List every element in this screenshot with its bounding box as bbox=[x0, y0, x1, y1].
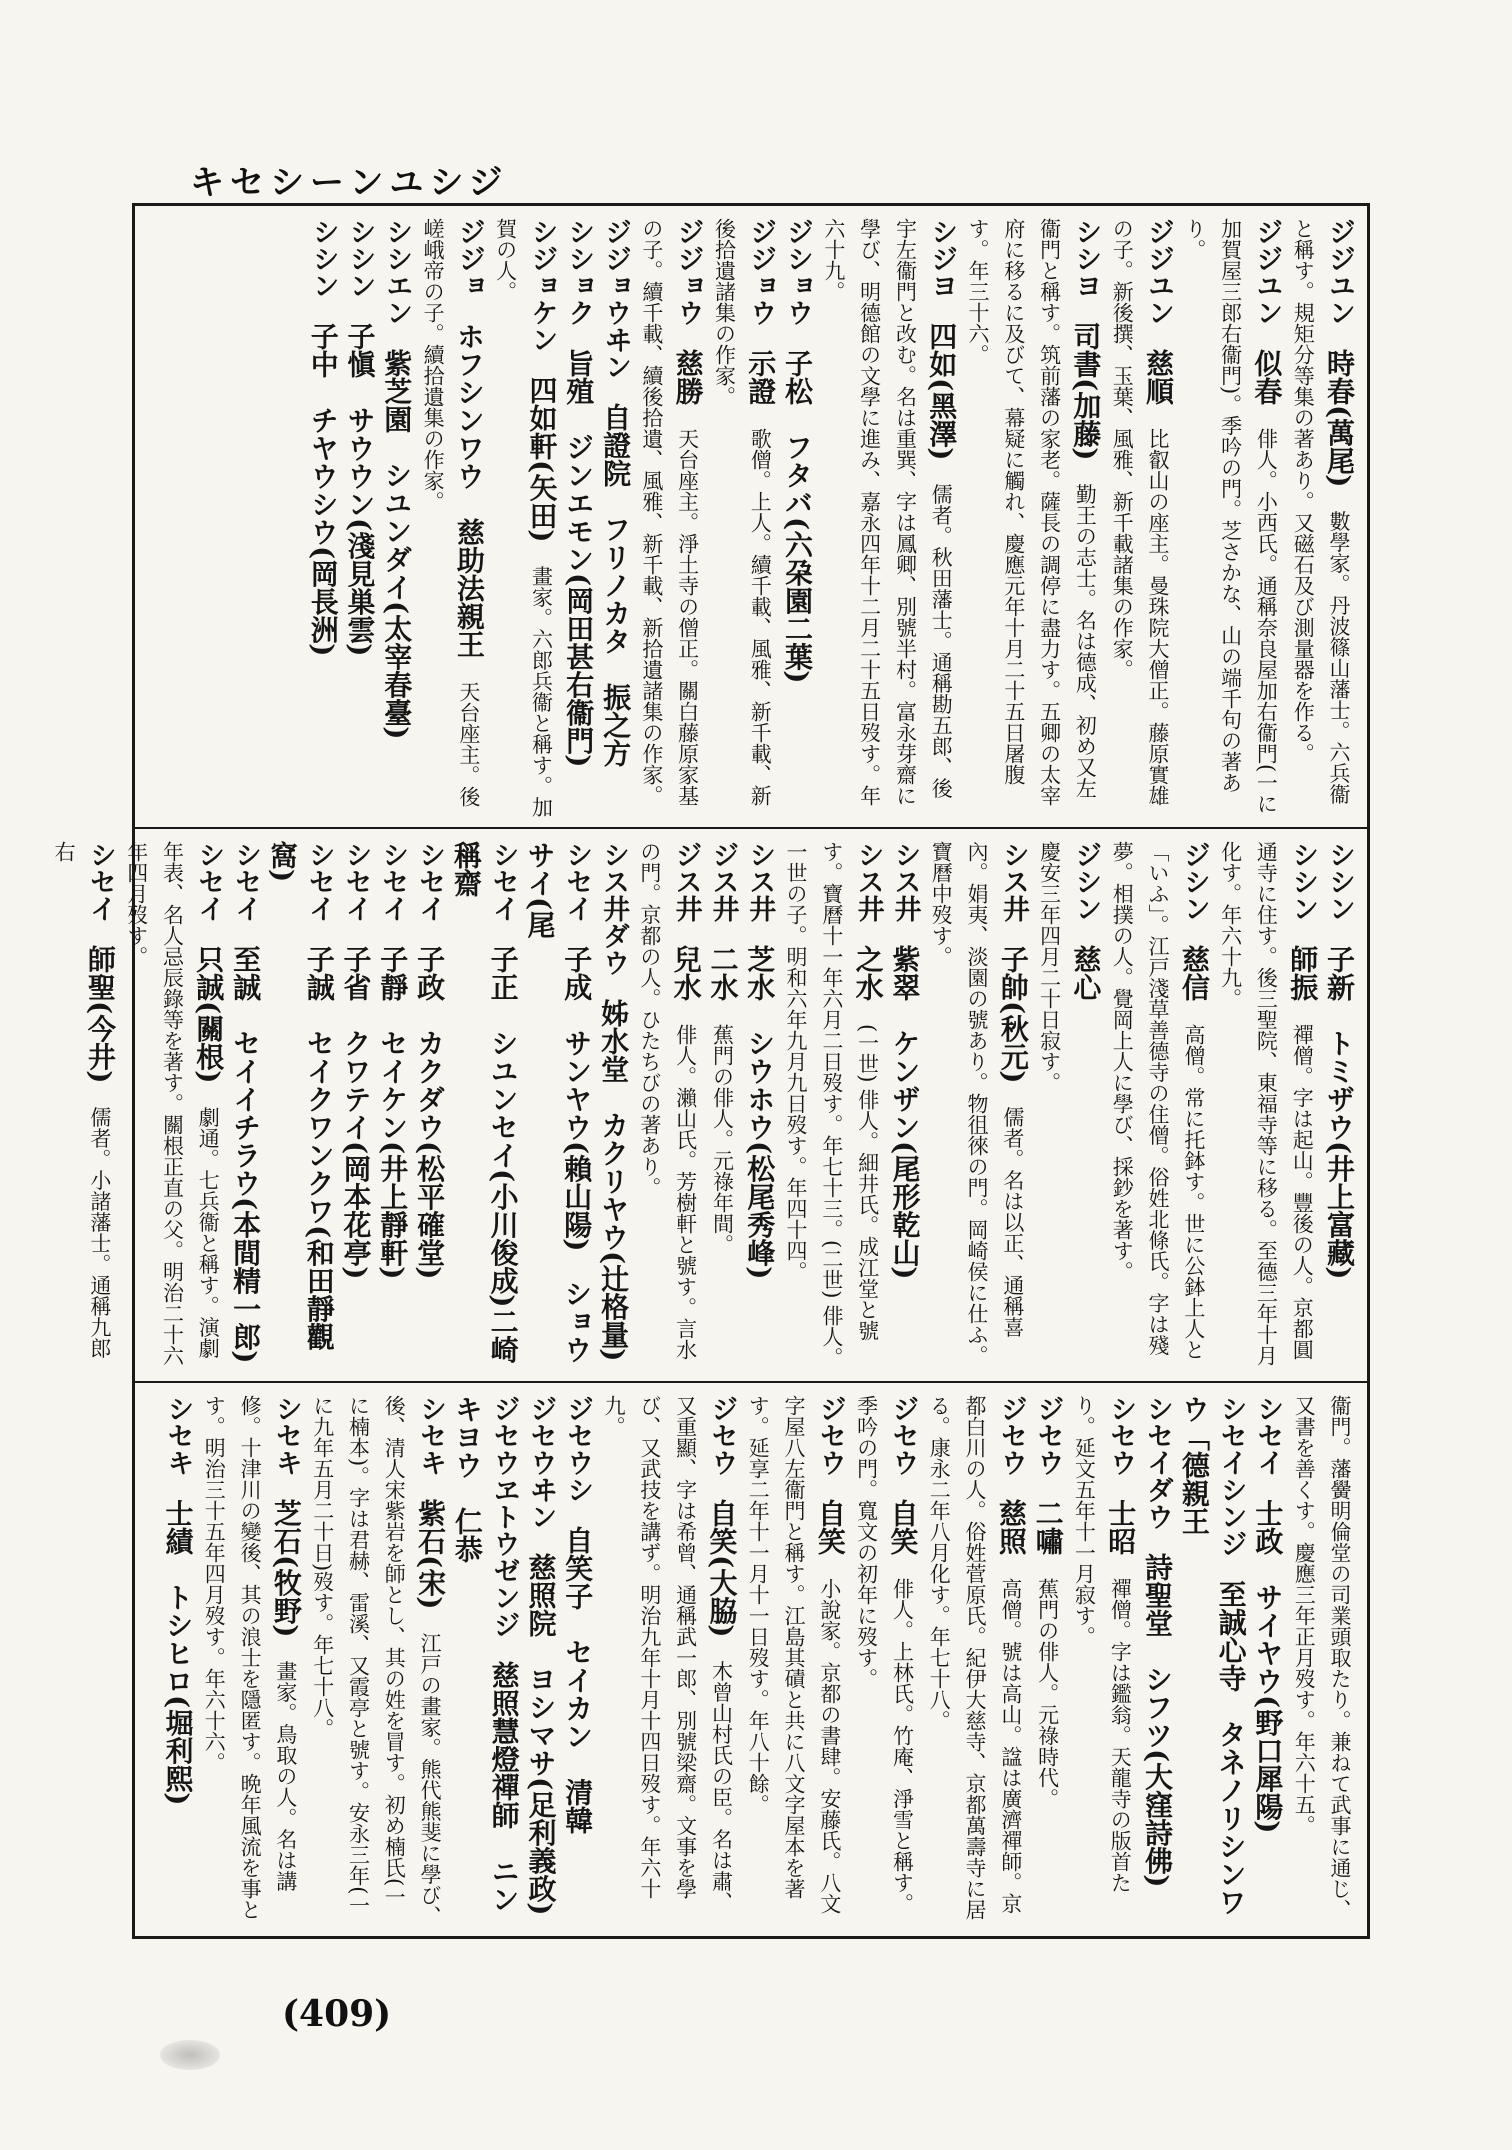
dictionary-entry bbox=[559, 218, 596, 819]
entry-name: 姊水堂 カクリヤウ(辻格量) bbox=[597, 999, 631, 1362]
entry-text: 禪僧。字は鑑翁。天龍寺の版首たり。延文五年十一月寂す。 bbox=[1072, 1395, 1133, 1893]
entry-name: 自笑(大脇) bbox=[705, 1499, 739, 1638]
entry-reading: ジス井 bbox=[707, 841, 739, 922]
dictionary-entry bbox=[373, 841, 410, 1373]
dictionary-entry bbox=[595, 1395, 739, 1928]
dictionary-entry bbox=[1175, 1395, 1249, 1928]
entry-reading: シジヨ bbox=[926, 218, 958, 299]
entry-name: 子帥(秋元) bbox=[996, 945, 1030, 1084]
entry-name: 士昭 bbox=[1104, 1499, 1138, 1555]
entry-text: 天台座主。淨土寺の僧正。關白藤原家基の子。續千載、續後拾遺、風雅、新千載、新拾遺諸集の作家。 bbox=[639, 218, 700, 806]
upper-band-columns bbox=[145, 218, 1357, 819]
page-number: (409) bbox=[282, 1993, 392, 2035]
entry-name: 詩聖堂 シフツ(大窪詩佛) bbox=[1141, 1553, 1175, 1888]
dictionary-entry bbox=[304, 1395, 448, 1928]
entry-text: 禪僧。字は起山。豐後の人。京都圓通寺に住す。後三聖院、東福寺等に移る。至德三年十月化す。年六十九。 bbox=[1218, 841, 1315, 1366]
entry-name: 子新 トミザウ(井上富藏) bbox=[1323, 945, 1356, 1280]
entry-reading: ジショウ bbox=[782, 218, 814, 326]
entry-text: 蕉門の俳人。元祿時代。 bbox=[1035, 1578, 1060, 1799]
entry-reading: シセキ bbox=[270, 1395, 302, 1476]
entry-name: 旨殖 ジンエモン(岡田甚右衞門) bbox=[562, 349, 596, 768]
entry-text: (一世) 俳人。細井氏。成江堂と號す。寶曆十一年六月二日歿す。年七十三。(二世) 俳人。一世の子。明和六年九月九日歿す。年四十四。 bbox=[784, 841, 880, 1369]
entry-reading: シシン bbox=[1287, 841, 1319, 922]
entry-reading: ジジユン bbox=[1251, 218, 1283, 326]
entry-reading: ジジョウ bbox=[672, 218, 704, 326]
entry-reading: ジジョ bbox=[453, 218, 485, 299]
entry-name: 慈心 bbox=[1069, 945, 1103, 1001]
entry-text: 歌僧。上人。續千載、風雅、新千載、新後拾遺諸集の作家。 bbox=[712, 218, 773, 806]
entry-name: 司書(加藤) bbox=[1069, 322, 1103, 461]
entry-name: 士績 トシヒロ(堀利熙) bbox=[161, 1499, 195, 1806]
entry-text: 高僧。常に托鉢す。世に公鉢上人と「いふ」。江戸淺草善德寺の住僧。俗姓北條氏。字は殘夢。相撲の人。覺岡上人に學び、採鈔を著す。 bbox=[1110, 841, 1206, 1360]
dictionary-entry bbox=[922, 841, 1030, 1373]
dictionary-entry bbox=[118, 841, 226, 1373]
entry-reading: ジセウ bbox=[887, 1395, 919, 1476]
dictionary-entry bbox=[959, 218, 1103, 819]
dictionary-entry bbox=[487, 218, 560, 819]
entry-text: 劇通。七兵衞と稱す。演劇年表、名人忌辰錄等を著す。關根正直の父。明治二十六年四月歿す。 bbox=[124, 841, 221, 1366]
entry-text: 蕉門の俳人。元祿年間。 bbox=[710, 1024, 735, 1245]
dictionary-entry bbox=[739, 1395, 847, 1928]
dictionary-entry bbox=[196, 1395, 304, 1928]
entry-reading: ジス井 bbox=[670, 841, 702, 922]
entry-reading: ジセウヰン bbox=[525, 1395, 557, 1530]
lower-band bbox=[135, 1381, 1367, 1936]
entry-name: 至誠心寺 タネノリシンワウ「德親王 bbox=[1177, 1395, 1248, 1916]
dictionary-entry bbox=[521, 841, 595, 1373]
running-head: キセシーンユシジ bbox=[190, 163, 509, 203]
dictionary-entry bbox=[522, 1395, 559, 1928]
entry-reading: シシン bbox=[307, 218, 339, 299]
entry-name: 芝水 シウホウ(松尾秀峰) bbox=[743, 945, 777, 1280]
entry-reading: シシエン bbox=[381, 218, 413, 326]
dictionary-entry bbox=[1138, 1395, 1175, 1928]
entry-reading: ジセウヱトウゼンジ bbox=[488, 1395, 520, 1638]
entry-reading: シス井 bbox=[744, 841, 776, 922]
dictionary-entry bbox=[377, 218, 414, 819]
entry-name: 紫翠 ケンザン(尾形乾山) bbox=[888, 945, 922, 1280]
dictionary-entry bbox=[594, 841, 631, 1373]
entry-name: 士政 サイヤウ(野口犀陽) bbox=[1251, 1499, 1285, 1834]
entry-reading: シセイ bbox=[303, 841, 335, 922]
entry-reading: ジシン bbox=[1070, 841, 1102, 922]
entry-name: 慈信 bbox=[1177, 945, 1211, 1001]
dictionary-entry bbox=[778, 218, 815, 819]
dictionary-entry bbox=[1212, 841, 1320, 1373]
entry-name: 子松 フタバ(六朶園二葉) bbox=[781, 349, 815, 684]
dictionary-entry bbox=[920, 1395, 1028, 1928]
entry-text: 慶安三年四月二十日寂す。 bbox=[1037, 841, 1062, 1083]
entry-name: 慈順 bbox=[1142, 349, 1176, 405]
entry-name: 示證 bbox=[744, 349, 778, 405]
dictionary-entry bbox=[263, 841, 337, 1373]
entry-name: 芝石(牧野) bbox=[269, 1499, 303, 1638]
entry-name: 子中 チヤウシウ(岡長洲) bbox=[306, 322, 340, 657]
entry-text: 畫家。鳥取の人。名は講修。十津川の變後、其の浪士を隱匿す。晩年風流を事とす。明治三十五年四月歿す。年六十六。 bbox=[202, 1395, 298, 1920]
dictionary-entry bbox=[633, 218, 706, 819]
dictionary-entry bbox=[1176, 218, 1284, 819]
dictionary-entry bbox=[337, 841, 374, 1373]
entry-name: 自笑 bbox=[886, 1499, 920, 1555]
entry-reading: シセイ bbox=[414, 841, 446, 922]
dictionary-entry bbox=[777, 841, 885, 1373]
entry-reading: ジジユン bbox=[1143, 218, 1175, 326]
lower-band-columns bbox=[145, 1395, 1357, 1928]
entry-name: 子政 カクダウ(松平確堂) bbox=[413, 945, 447, 1280]
entry-reading: ジジョウ bbox=[745, 218, 777, 326]
entry-name: 慈照慧燈禪師 ニンキヨウ 仁恭 bbox=[450, 1395, 521, 1913]
dictionary-entry bbox=[1320, 841, 1357, 1373]
entry-name: 子誠 セイクワンクワ(和田靜觀窩) bbox=[265, 841, 336, 1351]
entry-name: 至誠 セイイチラウ(本間精一郎) bbox=[229, 945, 263, 1364]
entry-text: 俳人。瀨山氏。芳樹軒と號す。言水の門。京都の人。ひたちびの著あり。 bbox=[637, 841, 698, 1360]
entry-text: 勤王の志士。名は德成、初め又左衞門と稱す。筑前藩の家老。薩長の調停に盡力す。五卿の太宰府に移るに及びて、幕疑に觸れ、慶應元年十月二十五日屠腹す。年三十六。 bbox=[966, 218, 1098, 806]
dictionary-entry bbox=[740, 841, 777, 1373]
dictionary-entry bbox=[341, 218, 378, 819]
dictionary-entry bbox=[1066, 1395, 1139, 1928]
entry-text: 江戸の畫家。熊代熊斐に學び、後、清人宋紫岩を師とし、其の姓を冒す。初め楠氏(一に楠本)。字は君赫、雷溪、又霞亭と號す。安永三年(一に九年五月二十日)歿す。年七十八。 bbox=[310, 1395, 443, 1927]
entry-reading: シセイ bbox=[487, 841, 519, 922]
entry-name: 自證院 フリノカタ 振之方 bbox=[599, 403, 633, 767]
dictionary-entry bbox=[1103, 218, 1176, 819]
entry-reading: ジセウシ bbox=[562, 1395, 594, 1503]
dictionary-entry bbox=[1103, 841, 1211, 1373]
entry-reading: シセイ bbox=[1252, 1395, 1284, 1476]
entry-text: 小說家。京都の書肆。安藤氏。八文字屋八左衞門と稱す。江島其磧と共に八文字屋本を著す。延享二年十一月十一日歿す。年八十餘。 bbox=[746, 1395, 842, 1914]
dictionary-entry bbox=[447, 841, 521, 1373]
entry-reading: ジセウ bbox=[814, 1395, 846, 1476]
entry-reading: シジョケン bbox=[526, 218, 558, 353]
entry-reading: シス井 bbox=[997, 841, 1029, 922]
entry-reading: シセイ bbox=[193, 841, 225, 922]
dictionary-entry bbox=[1285, 1395, 1357, 1928]
entry-text: 數學家。丹波篠山藩士。六兵衞と稱す。規矩分等集の著あり。又磁石及び測量器を作る。 bbox=[1291, 218, 1351, 805]
middle-band-columns bbox=[52, 841, 1357, 1373]
dictionary-entry bbox=[159, 1395, 196, 1928]
dictionary-entry bbox=[848, 1395, 921, 1928]
text-frame bbox=[52, 203, 1370, 1939]
entry-reading: シシヨ bbox=[1070, 218, 1102, 299]
entry-reading: シセイ bbox=[230, 841, 262, 922]
entry-name: 二水 bbox=[706, 945, 740, 1001]
entry-name: 二嘯 bbox=[1031, 1499, 1065, 1555]
entry-name: 師聖(今井) bbox=[83, 945, 117, 1084]
entry-name: 四如軒(矢田) bbox=[525, 376, 559, 543]
dictionary-entry bbox=[706, 218, 779, 819]
entry-reading: シセイ bbox=[377, 841, 409, 922]
dictionary-entry bbox=[226, 841, 263, 1373]
entry-name: 紫石(宋) bbox=[414, 1499, 448, 1610]
entry-name: 慈勝 bbox=[671, 349, 705, 405]
dictionary-entry bbox=[410, 841, 447, 1373]
dictionary-entry bbox=[414, 218, 487, 819]
entry-reading: ジジョウヰン bbox=[600, 218, 632, 380]
page-smudge bbox=[160, 2040, 220, 2070]
dictionary-entry bbox=[448, 1395, 522, 1928]
entry-name: 子省 クワテイ(岡本花亭) bbox=[339, 945, 373, 1280]
entry-text: 木曾山村氏の臣。名は肅、又重顯、字は希曾、通稱武一郎、別號梁齋。文事を學び、又武技を講ず。明治九年十月十四日歿す。年六十九。 bbox=[602, 1395, 734, 1913]
entry-reading: シス井ダウ bbox=[598, 841, 630, 976]
entry-name: 師振 bbox=[1286, 945, 1320, 1001]
dictionary-entry bbox=[815, 218, 959, 819]
entry-reading: シセキ bbox=[162, 1395, 194, 1476]
dictionary-entry bbox=[45, 841, 118, 1373]
entry-name: 自笑子 セイカン 清韓 bbox=[561, 1526, 595, 1834]
entry-name: 子成 サンヤウ(賴山陽) ショウサイ(尾 bbox=[523, 841, 594, 1364]
entry-text: 天台座主。後嵯峨帝の子。續拾遺集の作家。 bbox=[421, 218, 481, 807]
dictionary-entry bbox=[631, 841, 704, 1373]
entry-text: 儒者。秋田藩士。通稱勘五郎、後宇左衞門と改む。名は重巽、字は鳳卿、別號半村。富永芽齋に學び、明德館の文學に進み、嘉永四年十二月二十五日歿す。年六十九。 bbox=[821, 218, 954, 806]
dictionary-entry bbox=[304, 218, 341, 819]
entry-reading: シセキ bbox=[415, 1395, 447, 1476]
dictionary-entry bbox=[1067, 841, 1104, 1373]
entry-name: 子愼 サウウン(淺見巣雲) bbox=[343, 322, 377, 657]
entry-text: 高僧。號は高山。諡は廣濟禪師。京都白川の人。俗姓菅原氏。紀伊大慈寺、京都萬壽寺に居る。康永二年八月化す。年七十八。 bbox=[927, 1395, 1023, 1920]
entry-reading: シセウ bbox=[1105, 1395, 1137, 1476]
entry-name: 自笑 bbox=[813, 1499, 847, 1555]
entry-reading: ジシン bbox=[1178, 841, 1210, 922]
entry-reading: シス井 bbox=[852, 841, 884, 922]
entry-name: 子靜 セイケン(井上靜軒) bbox=[376, 945, 410, 1280]
entry-name: 只誠(關根) bbox=[192, 945, 226, 1084]
entry-reading: シセイダウ bbox=[1142, 1395, 1174, 1530]
entry-reading: シショク bbox=[563, 218, 595, 326]
upper-band bbox=[135, 206, 1367, 827]
dictionary-entry bbox=[886, 841, 923, 1373]
entry-text: 俳人。小西氏。通稱奈良屋加右衞門(一に加賀屋三郎右衞門)。季吟の門。芝さかな、山の端千句の著あり。 bbox=[1182, 218, 1279, 815]
entry-reading: ジジユン bbox=[1324, 218, 1355, 326]
dictionary-entry bbox=[1031, 841, 1067, 1373]
entry-reading: シス井 bbox=[889, 841, 921, 922]
entry-name: 慈照院 ヨシマサ(足利義政) bbox=[524, 1553, 558, 1916]
entry-reading: シセイ bbox=[340, 841, 372, 922]
entry-reading: ジセウ bbox=[995, 1395, 1027, 1476]
entry-text: 俳人。上林氏。竹庵、淨雪と稱す。季吟の門。寬文の初年に歿す。 bbox=[854, 1395, 915, 1914]
entry-name: 之水 bbox=[851, 945, 885, 1001]
dictionary-entry bbox=[704, 841, 741, 1373]
entry-reading: シセイシンジ bbox=[1215, 1395, 1247, 1557]
middle-band bbox=[52, 827, 1367, 1381]
entry-text: 衞門。藩黌明倫堂の司業頭取たり。兼ねて武事に通じ、又書を善くす。慶應三年正月歿す。年六十五。 bbox=[1292, 1395, 1352, 1920]
entry-name: 時春(萬尾) bbox=[1323, 349, 1356, 488]
entry-reading: シシン bbox=[344, 218, 376, 299]
dictionary-entry bbox=[558, 1395, 595, 1928]
dictionary-entry bbox=[596, 218, 633, 819]
entry-text: 畫家。六郎兵衞と稱す。加賀の人。 bbox=[493, 218, 554, 818]
entry-reading: ジセウ bbox=[706, 1395, 738, 1476]
entry-name: 子正 シユンセイ(小川俊成)二崎稱齋 bbox=[449, 841, 520, 1364]
entry-reading: シセイ bbox=[84, 841, 116, 922]
entry-reading: シセイ bbox=[561, 841, 593, 922]
dictionary-entry bbox=[1284, 218, 1357, 819]
entry-reading: ジセウ bbox=[1032, 1395, 1064, 1476]
entry-text: 儒者。小諸藩士。通稱九郎右 bbox=[52, 841, 112, 1359]
entry-name: 慈照 bbox=[994, 1499, 1028, 1555]
entry-name: ホフシンワウ 慈助法親王 bbox=[452, 322, 486, 658]
entry-name: 兒水 bbox=[669, 945, 703, 1001]
entry-text: 比叡山の座主。曼珠院大僧正。藤原實雄の子。新後撰、玉葉、風雅、新千載諸集の作家。 bbox=[1110, 218, 1171, 806]
entry-reading: シシン bbox=[1324, 841, 1355, 922]
entry-name: 四如(黑澤) bbox=[925, 322, 959, 461]
dictionary-entry bbox=[1029, 1395, 1066, 1928]
entry-name: 紫芝園 シユンダイ(太宰春臺) bbox=[380, 349, 414, 740]
entry-text: 儒者。名は以正、通稱喜內。娟夷、淡園の號あり。物徂徠の門。岡崎侯に仕ふ。寶曆中歿す。 bbox=[929, 841, 1025, 1366]
entry-name: 似春 bbox=[1250, 349, 1284, 405]
dictionary-entry bbox=[1249, 1395, 1286, 1928]
